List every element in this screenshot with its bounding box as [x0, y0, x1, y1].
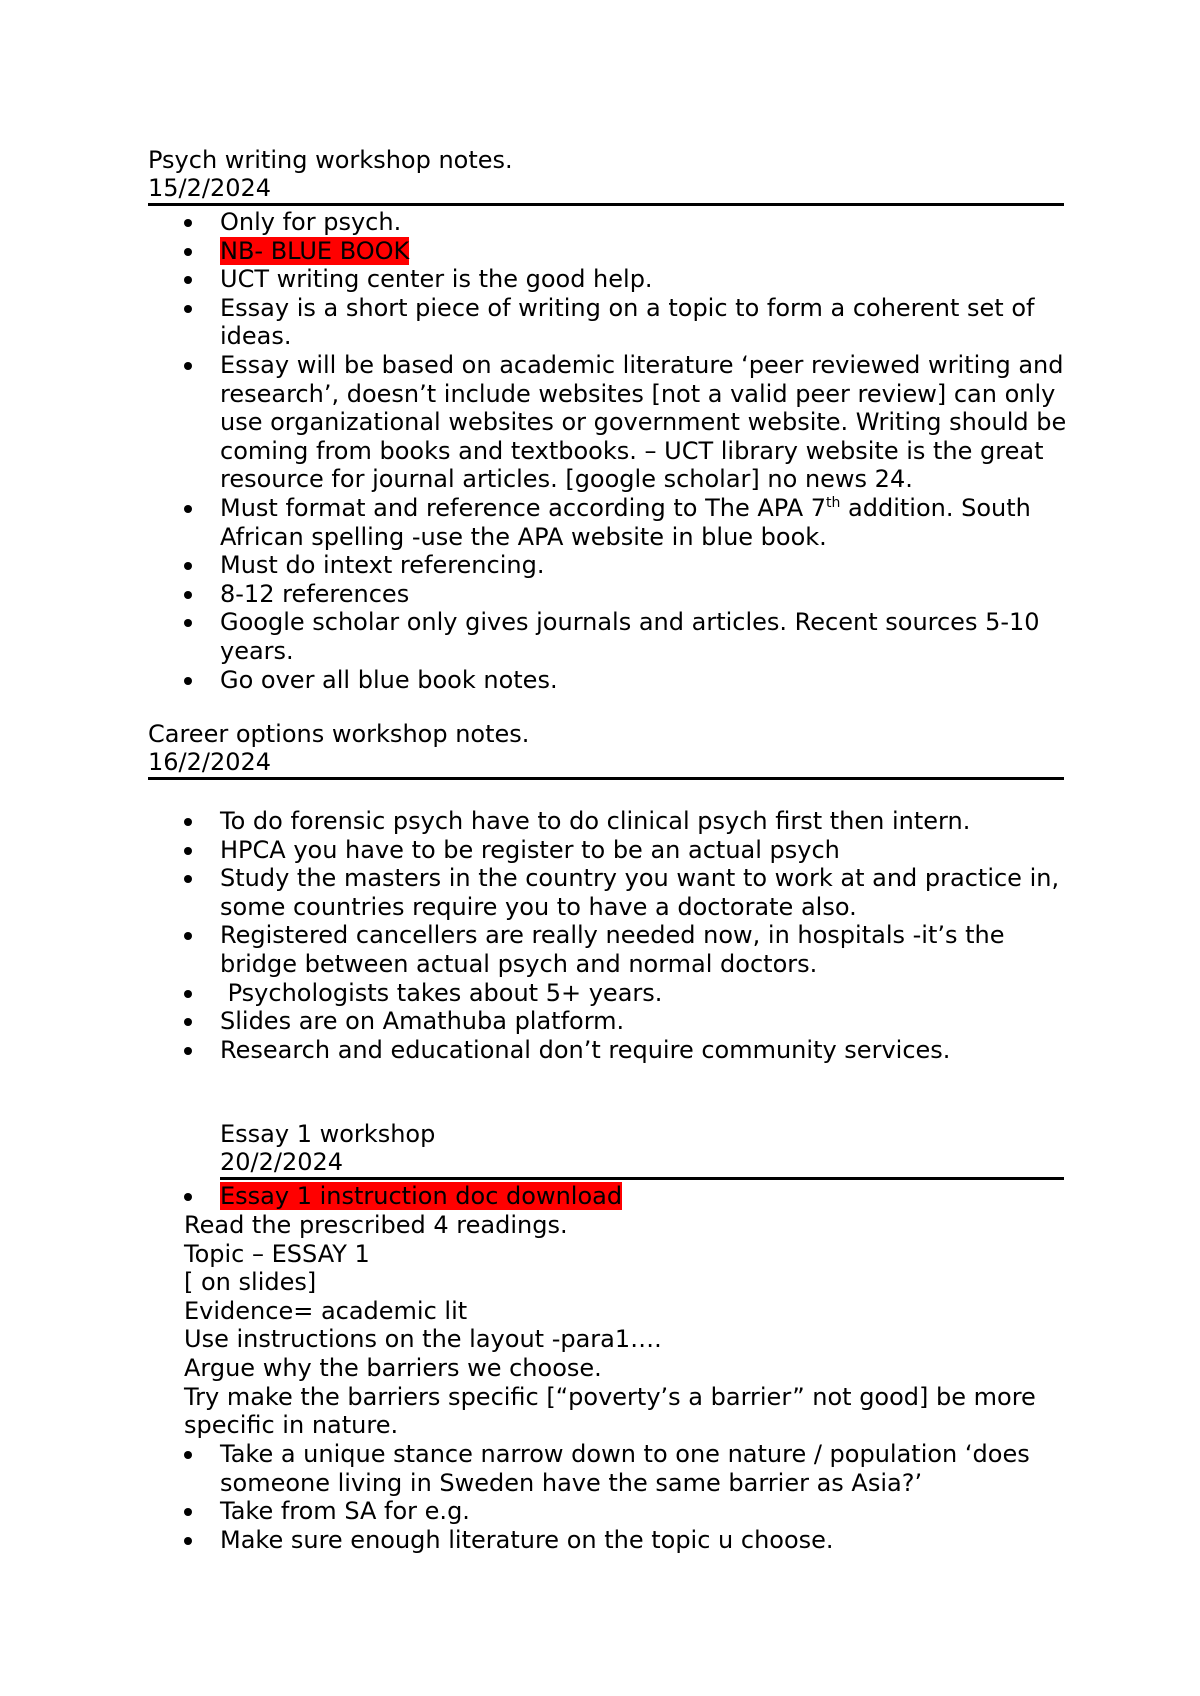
bullet-icon: [184, 1047, 192, 1055]
list-item: HPCA you have to be register to be an actual psych: [148, 836, 1068, 865]
list-item: Take a unique stance narrow down to one nature / population ‘does someone living in Sweden have the same barrier as Asia?’: [148, 1440, 1068, 1497]
list-item: [148, 237, 1068, 266]
text-line: Topic – ESSAY 1: [184, 1239, 370, 1268]
list-item: Must do intext referencing.: [148, 551, 1068, 580]
section3-list: [148, 1440, 1068, 1554]
bullet-icon: [184, 362, 192, 370]
section3-rule: [220, 1177, 1064, 1180]
bullet-icon: [184, 248, 192, 256]
section1-list: [148, 208, 1068, 694]
list-item: Study the masters in the country you want to work at and practice in, some countries require you to have a doctorate also.: [148, 864, 1068, 921]
bullet-icon: [184, 505, 192, 513]
bullet-icon: [184, 1018, 192, 1026]
section3-date: 20/2/2024: [220, 1148, 344, 1176]
section3-highlight-list: [148, 1182, 1068, 1211]
bullet-icon: [184, 219, 192, 227]
section2-list: [148, 807, 1068, 1064]
bullet-icon: [184, 619, 192, 627]
bullet-icon: [184, 591, 192, 599]
section2-rule: [148, 777, 1064, 780]
list-item: Psychologists takes about 5+ years.: [148, 979, 1068, 1008]
bullet-icon: [184, 1508, 192, 1516]
superscript: th: [826, 494, 841, 511]
section2-title: Career options workshop notes.: [148, 720, 530, 748]
section1-date: 15/2/2024: [148, 174, 272, 202]
list-item: Only for psych.: [148, 208, 1068, 237]
bullet-icon: [184, 990, 192, 998]
list-item: Must format and reference according to The APA 7th addition. South African spelling -use the APA website in blue book.: [148, 494, 1068, 551]
bullet-icon: [184, 1537, 192, 1545]
bullet-icon: [184, 1451, 192, 1459]
highlighted-note: NB- BLUE BOOK: [220, 236, 410, 265]
bullet-icon: [184, 562, 192, 570]
list-item: To do forensic psych have to do clinical psych first then intern.: [148, 807, 1068, 836]
list-item: UCT writing center is the good help.: [148, 265, 1068, 294]
section1-title: Psych writing workshop notes.: [148, 146, 513, 174]
bullet-icon: [184, 276, 192, 284]
list-item: Essay is a short piece of writing on a topic to form a coherent set of ideas.: [148, 294, 1068, 351]
list-item: Slides are on Amathuba platform.: [148, 1007, 1068, 1036]
section3-lines: [184, 1211, 1084, 1440]
list-item: Go over all blue book notes.: [148, 666, 1068, 695]
highlighted-note: Essay 1 instruction doc download: [220, 1182, 623, 1210]
section2-date: 16/2/2024: [148, 748, 272, 776]
list-item: Take from SA for e.g.: [148, 1497, 1068, 1526]
bullet-icon: [184, 875, 192, 883]
text-line: [ on slides]: [184, 1268, 317, 1297]
section1-rule: [148, 203, 1064, 206]
bullet-icon: [184, 305, 192, 313]
bullet-icon: [184, 818, 192, 826]
text-line: Argue why the barriers we choose.: [184, 1353, 602, 1382]
bullet-icon: [184, 1193, 192, 1201]
text-line: Evidence= academic lit: [184, 1296, 468, 1325]
text-line: Use instructions on the layout -para1….: [184, 1325, 662, 1354]
list-item: Registered cancellers are really needed now, in hospitals -it’s the bridge between actual psych and normal doctors.: [148, 921, 1068, 978]
text-line: Try make the barriers specific [“poverty’s a barrier” not good] be more specific in nature.: [184, 1382, 1036, 1440]
list-item: 8-12 references: [148, 580, 1068, 609]
list-item: Essay will be based on academic literature ‘peer reviewed writing and research’, doesn’t include websites [not a valid peer review] can only use organizational websites or government website. Writing should be coming from books and textbooks. – UCT library website is the great resource for journal articles. [google scholar] no news 24.: [148, 351, 1068, 494]
section3-title: Essay 1 workshop: [220, 1120, 436, 1148]
list-item: Google scholar only gives journals and articles. Recent sources 5-10 years.: [148, 608, 1068, 665]
bullet-icon: [184, 847, 192, 855]
list-item: [148, 1182, 1068, 1211]
list-item: Make sure enough literature on the topic u choose.: [148, 1526, 1068, 1555]
list-item: Research and educational don’t require community services.: [148, 1036, 1068, 1065]
bullet-icon: [184, 677, 192, 685]
text-line: Read the prescribed 4 readings.: [184, 1211, 568, 1239]
bullet-icon: [184, 932, 192, 940]
